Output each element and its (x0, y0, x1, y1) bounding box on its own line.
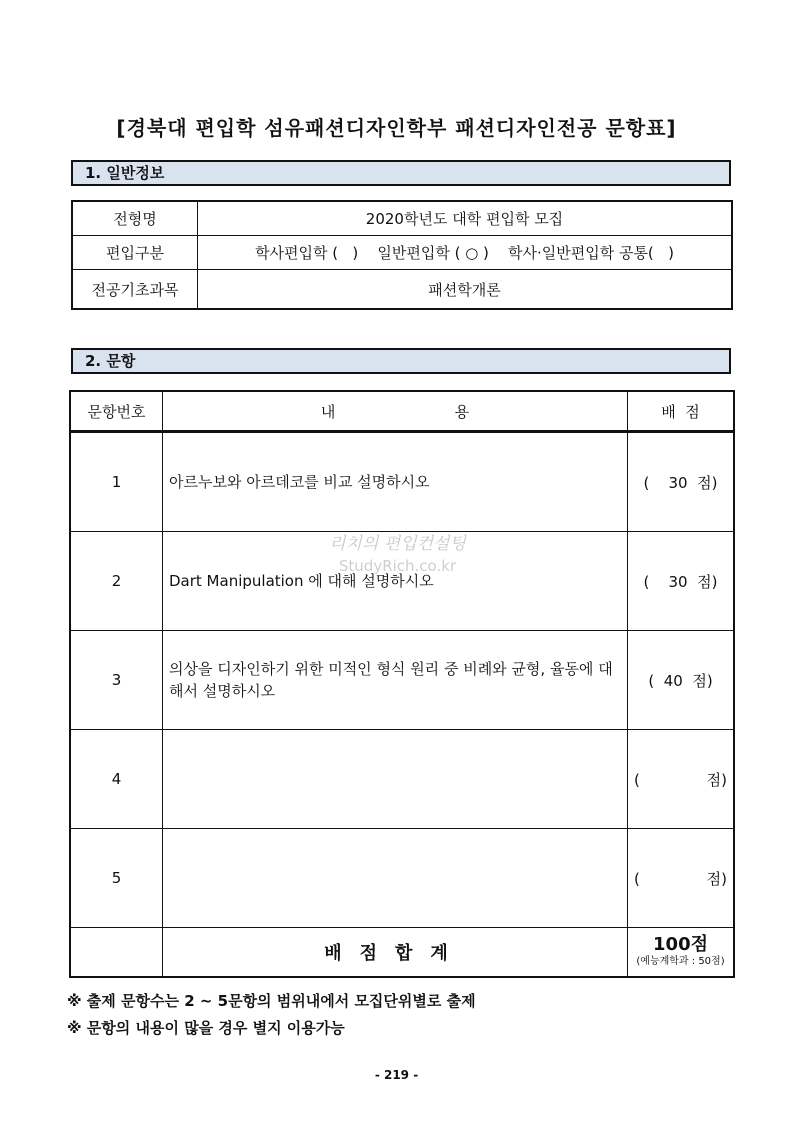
question-num: 5 (70, 829, 163, 928)
total-label: 배점합계 (163, 928, 628, 978)
page-number: - 219 - (374, 1068, 419, 1082)
info-value: 2020학년도 대학 편입학 모집 (198, 201, 733, 236)
total-value: 100점 (653, 934, 708, 955)
info-value: 학사편입학 ( ) 일반편입학 ( ○ ) 학사·일반편입학 공통( ) (198, 236, 733, 270)
section-general-info-heading: 1. 일반정보 (71, 160, 731, 186)
header-num: 문항번호 (70, 391, 163, 432)
question-score: ( 점) (628, 829, 735, 928)
question-text (163, 829, 628, 928)
question-score: ( 30 점) (628, 532, 735, 631)
question-num: 1 (70, 432, 163, 532)
question-text: 의상을 디자인하기 위한 미적인 형식 원리 중 비례와 균형, 율동에 대해서 설명하시오 (163, 631, 628, 730)
question-num: 2 (70, 532, 163, 631)
question-num: 4 (70, 730, 163, 829)
total-note: (예능계학과 : 50점) (636, 956, 725, 967)
question-num: 3 (70, 631, 163, 730)
table-row (72, 270, 732, 310)
question-text: Dart Manipulation 에 대해 설명하시오 (163, 532, 628, 631)
info-label: 편입구분 (72, 236, 198, 270)
table-row (70, 631, 734, 730)
header-score: 배 점 (628, 391, 735, 432)
section-questions-heading: 2. 문항 (71, 348, 731, 374)
watermark-line1: 리치의 편입컨설팅 (329, 534, 466, 554)
question-score: ( 40 점) (628, 631, 735, 730)
header-content: 내 용 (163, 391, 628, 432)
questions-table (69, 390, 735, 978)
question-score: ( 30 점) (628, 432, 735, 532)
info-value: 패션학개론 (198, 270, 733, 310)
table-row (72, 236, 732, 270)
total-row (70, 928, 734, 978)
table-row (70, 829, 734, 928)
table-row (70, 432, 734, 532)
general-info-table (71, 200, 733, 310)
total-cell (628, 928, 735, 978)
total-empty-cell (70, 928, 163, 978)
table-header-row (70, 391, 734, 432)
page-title: [경북대 편입학 섬유패션디자인학부 패션디자인전공 문항표] (116, 116, 677, 140)
question-score: ( 점) (628, 730, 735, 829)
question-text: 아르누보와 아르데코를 비교 설명하시오 (163, 432, 628, 532)
table-row (72, 201, 732, 236)
watermark-line2: StudyRich.co.kr (338, 557, 457, 575)
info-label: 전공기초과목 (72, 270, 198, 310)
question-text (163, 730, 628, 829)
table-row (70, 532, 734, 631)
info-label: 전형명 (72, 201, 198, 236)
note-separate-sheet: ※ 문항의 내용이 많을 경우 별지 이용가능 (67, 1019, 345, 1037)
note-question-count: ※ 출제 문항수는 2 ~ 5문항의 범위내에서 모집단위별로 출제 (67, 992, 476, 1010)
table-row (70, 730, 734, 829)
